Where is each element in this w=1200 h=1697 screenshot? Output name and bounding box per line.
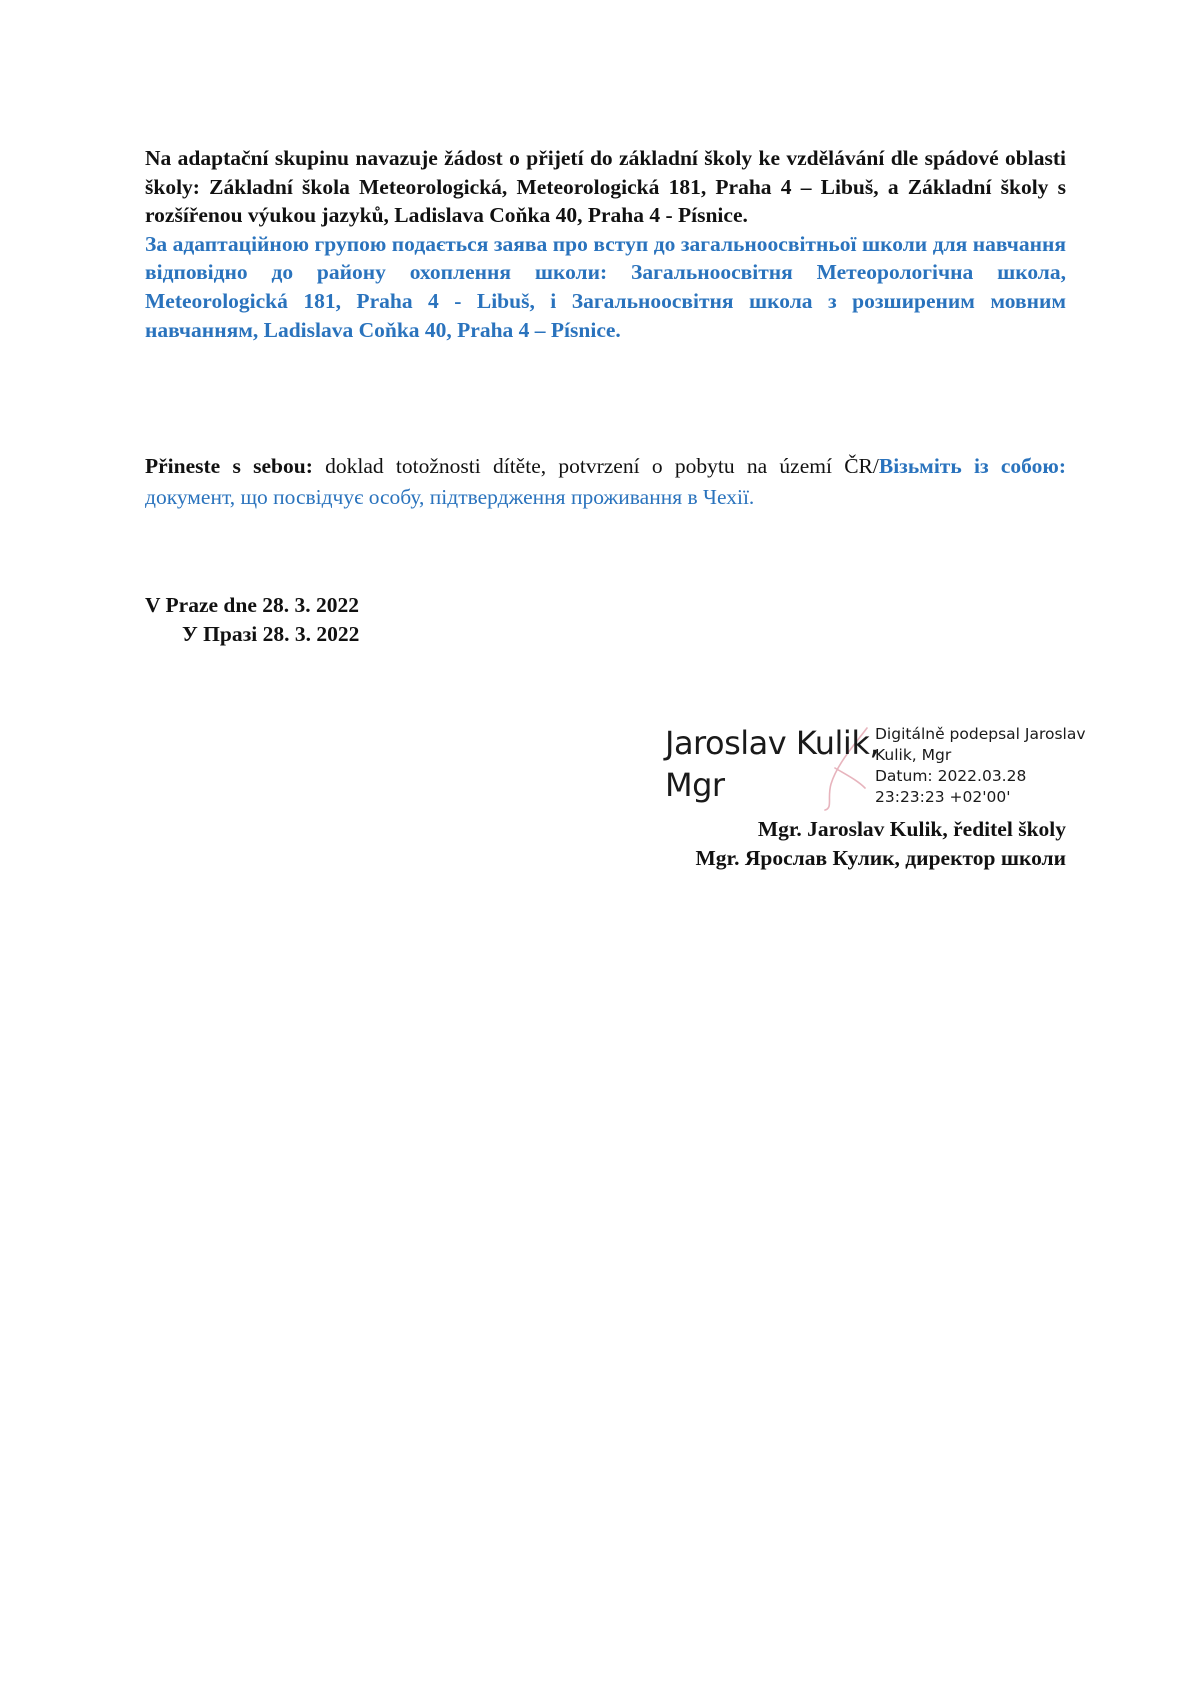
signature-info-line4: 23:23:23 +02'00' [875,788,1011,806]
signature-info [875,724,1086,808]
czech-admission-paragraph: Na adaptační skupinu navazuje žádost o přijetí do základní školy ke vzdělávání dle spádové oblasti školy: Základní škola Meteorologická, Meteorologická 181, Praha 4 – Libuš, a Základní školy s rozšířenou výukou jazyků, Ladislava Coňka 40, Praha 4 - Písnice. [145,146,1066,228]
signer-czech: Mgr. Jaroslav Kulik, ředitel školy [757,817,1066,841]
signature-info-line1: Digitálně podepsal Jaroslav [875,725,1086,743]
date-czech: V Praze dne 28. 3. 2022 [145,593,359,617]
bring-along-paragraph [145,451,1066,513]
bring-ua-label: Візьміть із собою: [878,454,1066,478]
signature-info-line2: Kulik, Mgr [875,746,952,764]
bring-cz-label: Přineste s sebou: [145,454,313,478]
signature-name [665,722,879,806]
signature-name-line1: Jaroslav Kulik, [665,724,880,762]
signer-ukrainian: Mgr. Ярослав Кулик, директор школи [695,846,1066,870]
bring-ua-text: документ, що посвідчує особу, підтвердження проживання в Чехії. [145,485,755,509]
digital-signature [665,722,1085,812]
ukrainian-admission-paragraph: За адаптаційною групою подається заява про вступ до загальноосвітньої школи для навчання відповідно до району охоплення школи: Загальноосвітня Метеорологічна школа, Meteorologická 181, Praha 4 - Libuš, і Загальноосвітня школа з розширеним мовним навчанням, Ladislava Coňka 40, Praha 4 – Písnice. [145,231,1066,342]
signature-info-line3: Datum: 2022.03.28 [875,767,1027,785]
admission-section [145,144,1066,344]
signer-block [696,815,1066,873]
signature-name-line2: Mgr [665,766,725,804]
date-ukrainian: У Празі 28. 3. 2022 [182,622,360,646]
bring-cz-text: doklad totožnosti dítěte, potvrzení o pobytu na území ČR/ [312,454,879,478]
